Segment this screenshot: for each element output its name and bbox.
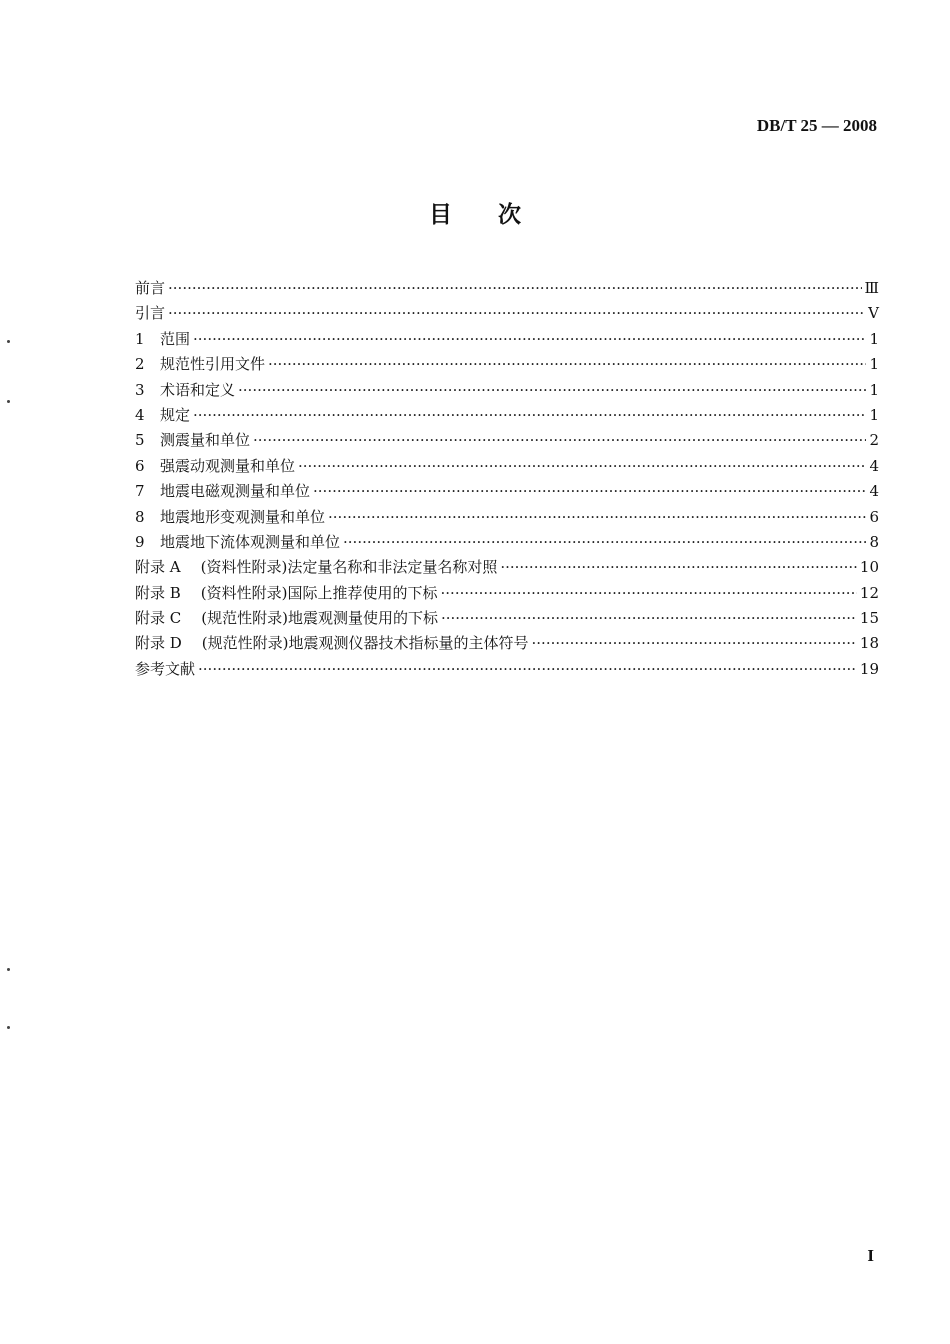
- toc-entry-label: (资料性附录)国际上推荐使用的下标: [200, 583, 438, 602]
- scan-speck: [7, 968, 10, 971]
- toc-entry-page: 2: [869, 431, 879, 450]
- toc-entry-label: (规范性附录)地震观测量使用的下标: [201, 609, 438, 628]
- toc-entry-section-6[interactable]: [135, 454, 879, 479]
- toc-entry-page: 1: [869, 405, 879, 424]
- toc-leader-dots: [253, 428, 866, 453]
- toc-entry-number: 3: [135, 380, 145, 399]
- toc-entry-label: 参考文献: [135, 659, 196, 678]
- toc-leader-dots: [268, 352, 866, 377]
- toc-entry-number: 2: [135, 355, 145, 374]
- toc-entry-number: 1: [135, 329, 145, 348]
- toc-entry-page: 1: [869, 355, 879, 374]
- toc-entry-appendix-c[interactable]: [135, 606, 879, 631]
- toc-entry-section-9[interactable]: [135, 530, 879, 555]
- toc-entry-label: 范围: [160, 329, 191, 348]
- toc-entry-label: 地震地下流体观测量和单位: [160, 532, 341, 551]
- toc-entry-number: 8: [135, 507, 145, 526]
- toc-entry-section-7[interactable]: [135, 479, 879, 504]
- toc-entry-page: 10: [859, 558, 879, 577]
- toc-entry-page: V: [868, 304, 879, 323]
- toc-entry-bibliography[interactable]: [135, 657, 879, 682]
- scan-speck: [7, 1026, 10, 1029]
- toc-entry-page: 8: [869, 532, 879, 551]
- toc-entry-page: 19: [859, 659, 879, 678]
- toc-entry-label: 强震动观测量和单位: [160, 456, 296, 475]
- toc-leader-dots: [198, 657, 857, 682]
- toc-entry-page: 4: [869, 482, 879, 501]
- toc-leader-dots: [343, 530, 866, 555]
- toc-entry-number: 附录 B: [135, 583, 181, 602]
- toc-leader-dots: [313, 479, 866, 504]
- toc-leader-dots: [441, 581, 857, 606]
- toc-entry-number: 附录 A: [135, 558, 181, 577]
- toc-entry-section-2[interactable]: [135, 352, 879, 377]
- toc-entry-label: 术语和定义: [160, 380, 236, 399]
- toc-entry-label: 引言: [135, 304, 166, 323]
- toc-entry-section-8[interactable]: [135, 505, 879, 530]
- page-title: [0, 196, 950, 229]
- scan-speck: [7, 400, 10, 403]
- toc-entry-section-1[interactable]: [135, 327, 879, 352]
- title-char-2: 次: [498, 202, 521, 228]
- toc-leader-dots: [298, 454, 866, 479]
- toc-entry-number: 5: [135, 431, 145, 450]
- toc-entry-label: 测震量和单位: [160, 431, 251, 450]
- toc-entry-appendix-b[interactable]: [135, 581, 879, 606]
- toc-entry-label: 地震电磁观测量和单位: [160, 482, 311, 501]
- toc-leader-dots: [193, 403, 866, 428]
- toc-entry-label: (规范性附录)地震观测仪器技术指标量的主体符号: [201, 634, 529, 653]
- toc-entry-number: 附录 D: [135, 634, 182, 653]
- scan-speck: [7, 340, 10, 343]
- standard-code: DB/T 25 — 2008: [756, 116, 877, 135]
- toc-entry-label: 前言: [135, 279, 166, 297]
- toc-entry-page: 15: [859, 609, 879, 628]
- toc-entry-page: 18: [859, 634, 879, 653]
- toc-entry-page: 6: [869, 507, 879, 526]
- toc-entry-label: (资料性附录)法定量名称和非法定量名称对照: [200, 558, 498, 577]
- toc-leader-dots: [168, 301, 865, 326]
- toc-entry-number: 6: [135, 456, 145, 475]
- toc-entry-number: 附录 C: [135, 609, 182, 628]
- toc-leader-dots: [328, 505, 866, 530]
- toc-entry-label: 规定: [160, 405, 191, 424]
- toc-entry-label: 地震地形变观测量和单位: [160, 507, 326, 526]
- toc-entry-page: 12: [859, 583, 879, 602]
- toc-entry-section-5[interactable]: [135, 428, 879, 453]
- toc-entry-page: 1: [869, 329, 879, 348]
- toc-entry-appendix-d[interactable]: [135, 631, 879, 656]
- toc-entry-number: 4: [135, 405, 145, 424]
- toc-leader-dots: [168, 276, 862, 301]
- toc-leader-dots: [238, 378, 866, 403]
- toc-leader-dots: [500, 555, 857, 580]
- toc-entry-appendix-a[interactable]: [135, 555, 879, 580]
- toc-entry-number: 9: [135, 532, 145, 551]
- page-number: I: [867, 1246, 874, 1265]
- table-of-contents: [135, 276, 879, 682]
- toc-entry-page: Ⅲ: [864, 279, 879, 297]
- toc-leader-dots: [441, 606, 857, 631]
- toc-entry-introduction[interactable]: [135, 301, 879, 326]
- toc-entry-label: 规范性引用文件: [160, 355, 266, 374]
- toc-entry-number: 7: [135, 482, 145, 501]
- title-char-1: 目: [429, 202, 452, 228]
- toc-leader-dots: [532, 631, 857, 656]
- toc-entry-page: 4: [869, 456, 879, 475]
- toc-entry-section-4[interactable]: [135, 403, 879, 428]
- toc-entry-section-3[interactable]: [135, 378, 879, 403]
- toc-entry-page: 1: [869, 380, 879, 399]
- toc-leader-dots: [193, 327, 866, 352]
- toc-entry-foreword[interactable]: [135, 276, 879, 301]
